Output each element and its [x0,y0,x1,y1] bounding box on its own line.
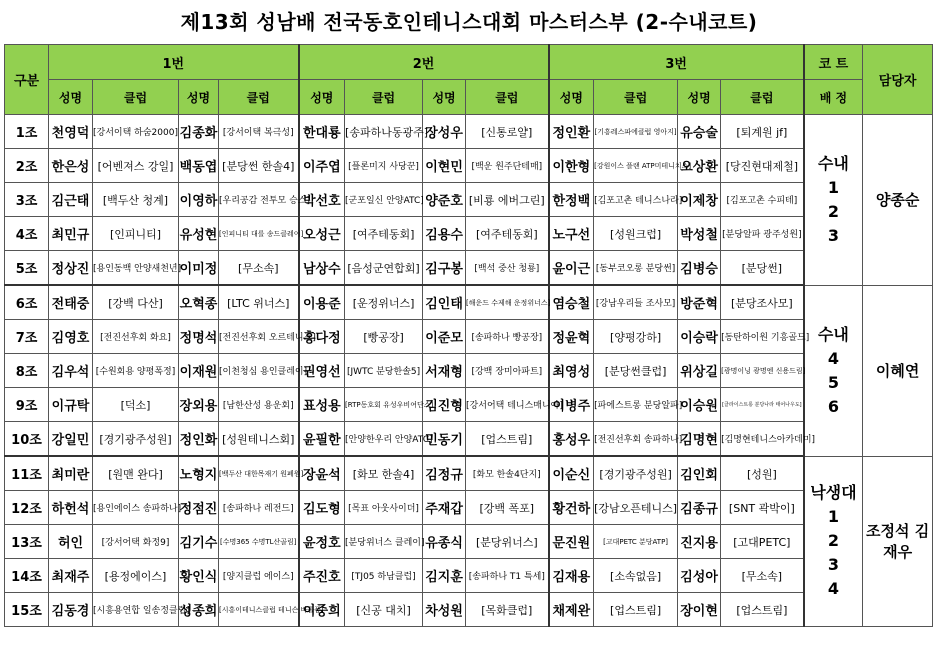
player-name: 서재형 [423,354,466,388]
court-number: 4 [827,348,839,368]
table-row [5,149,933,183]
player-name: 황인식 [179,559,219,593]
player-name: 정인환 [549,115,594,149]
player-club: [남한산성 용운회] [219,388,299,422]
player-club: [경기광주성원] [594,456,678,491]
player-name: 홍성우 [549,422,594,457]
player-name: 김구봉 [423,251,466,286]
player-name: 이순신 [549,456,594,491]
player-name: 오상환 [678,149,721,183]
player-club: [송파하나동광주] [345,115,423,149]
player-name: 천영덕 [49,115,93,149]
player-name: 김종화 [179,115,219,149]
player-name: 김재용 [549,559,594,593]
player-club: [김포고촌 수피테] [721,183,804,217]
player-name: 김성아 [678,559,721,593]
player-name: 주진호 [299,559,345,593]
group-label: 12조 [5,491,49,525]
player-club: [광명이닝 광명엔 신용드림] [721,354,804,388]
group-label: 15조 [5,593,49,627]
player-club: [강서이택 하숨2000] [93,115,179,149]
player-club: [원맨 완다] [93,456,179,491]
court-name: 수내 [817,153,849,173]
name-column-header: 성명 [179,80,219,115]
player-club: [군포일신 안양ATC] [345,183,423,217]
player-club: [전진선후회 송파하나] [594,422,678,457]
player-club: [수원회용 양평폭정] [93,354,179,388]
player-name: 이중희 [299,593,345,627]
player-club: [강백 폭포] [466,491,549,525]
table-row [5,183,933,217]
player-name: 정점진 [179,491,219,525]
player-club: [화모 한솔4] [345,456,423,491]
player-club: [백운 원주단테매] [466,149,549,183]
player-name: 노형지 [179,456,219,491]
player-name: 김병승 [678,251,721,286]
player-club: [이천청심 용인클레이] [219,354,299,388]
player-club: [분당썬 한솔4] [219,149,299,183]
group-header-3: 3번 [549,45,804,80]
player-name: 한대룡 [299,115,345,149]
player-club: [어벤져스 강일] [93,149,179,183]
player-name: 윤이근 [549,251,594,286]
court-number: 3 [827,225,839,245]
group-header-2: 2번 [299,45,549,80]
group-label: 11조 [5,456,49,491]
player-club: [성원] [721,456,804,491]
player-club: [전진선후회 화요] [93,320,179,354]
table-row [5,422,933,457]
player-name: 채제완 [549,593,594,627]
player-club: [성원크럽] [594,217,678,251]
player-club: [클라이스트롱 분당나라 태어나우도] [721,388,804,422]
player-name: 이미정 [179,251,219,286]
player-name: 정상진 [49,251,93,286]
player-name: 유종식 [423,525,466,559]
player-name: 이제창 [678,183,721,217]
group-label: 9조 [5,388,49,422]
club-column-header: 클럽 [594,80,678,115]
bracket-table [4,44,933,627]
player-name: 유승술 [678,115,721,149]
player-club: [백두산 청계] [93,183,179,217]
player-club: [백석 중산 청룡] [466,251,549,286]
player-club: [동탄하이원 기흥골드] [721,320,804,354]
player-name: 백동엽 [179,149,219,183]
player-club: [강남오픈테니스] [594,491,678,525]
group-label: 1조 [5,115,49,149]
player-club: [플론미지 사당꾼] [345,149,423,183]
group-label: 13조 [5,525,49,559]
player-name: 권영선 [299,354,345,388]
player-name: 최민규 [49,217,93,251]
player-name: 장윤석 [299,456,345,491]
player-name: 이승락 [678,320,721,354]
player-club: [소속없음] [594,559,678,593]
player-name: 차성원 [423,593,466,627]
player-name: 홍다정 [299,320,345,354]
player-club: [신공 대치] [345,593,423,627]
player-club: [빵공장] [345,320,423,354]
player-name: 방준혁 [678,285,721,320]
player-name: 윤정호 [299,525,345,559]
player-name: 한정백 [549,183,594,217]
player-club: [송파하나 레전드] [219,491,299,525]
table-row [5,456,933,491]
court-number: 3 [827,555,839,575]
player-name: 이현민 [423,149,466,183]
name-column-header: 성명 [549,80,594,115]
player-name: 김우석 [49,354,93,388]
player-club: [분당썬] [721,251,804,286]
court-assignment [804,456,863,627]
player-club: [고대PETC] [721,525,804,559]
player-club: [당진현대제철] [721,149,804,183]
player-name: 정명석 [179,320,219,354]
player-club: [시흥이테니스클럽 테니슨 바틀퐁] [219,593,299,627]
player-club: [파에스트롱 분당알파] [594,388,678,422]
player-name: 양준호 [423,183,466,217]
table-row [5,525,933,559]
player-name: 민동기 [423,422,466,457]
group-label: 5조 [5,251,49,286]
table-row [5,285,933,320]
player-name: 하헌석 [49,491,93,525]
player-name: 장외용 [179,388,219,422]
player-name: 김진형 [423,388,466,422]
player-club: [분당위너스] [466,525,549,559]
player-club: [성원테니스회] [219,422,299,457]
group-label: 2조 [5,149,49,183]
player-name: 김인태 [423,285,466,320]
court-header-top: 코 트 [804,45,863,80]
table-row [5,491,933,525]
player-name: 최재주 [49,559,93,593]
player-name: 허인 [49,525,93,559]
club-column-header: 클럽 [93,80,179,115]
player-club: [JWTC 분당한솔5] [345,354,423,388]
player-club: [용정에이스] [93,559,179,593]
group-label: 4조 [5,217,49,251]
player-name: 윤필한 [299,422,345,457]
manager-name: 이혜연 [863,285,933,456]
player-club: [동부코오롱 분당썬] [594,251,678,286]
player-name: 최영성 [549,354,594,388]
court-number: 2 [827,531,839,551]
table-row [5,354,933,388]
player-club: [운정위너스] [345,285,423,320]
player-club: [분당조사모] [721,285,804,320]
player-club: [안양한우리 안양ATC] [345,422,423,457]
player-name: 김용수 [423,217,466,251]
player-club: [RTP동호회 유성우비여단스] [345,388,423,422]
court-number: 1 [827,507,839,527]
player-name: 김지훈 [423,559,466,593]
player-name: 김정규 [423,456,466,491]
table-row [5,320,933,354]
club-column-header: 클럽 [721,80,804,115]
player-club: [분당썬클럽] [594,354,678,388]
player-club: [비룡 에버그린] [466,183,549,217]
player-club: [양지클럽 에이스] [219,559,299,593]
court-number: 2 [827,201,839,221]
player-name: 노구선 [549,217,594,251]
court-number: 5 [827,372,839,392]
manager-name: 양종순 [863,115,933,286]
gubun-header: 구분 [5,45,49,115]
court-assignment [804,115,863,286]
player-name: 김명현 [678,422,721,457]
player-club: [강백 다산] [93,285,179,320]
player-name: 이승원 [678,388,721,422]
player-club: [강서어택 화정9] [93,525,179,559]
player-club: [무소속] [219,251,299,286]
player-name: 최미란 [49,456,93,491]
player-name: 박선호 [299,183,345,217]
player-name: 김인회 [678,456,721,491]
player-name: 오성근 [299,217,345,251]
player-name: 이규탁 [49,388,93,422]
player-club: [화모 한솔4단지] [466,456,549,491]
player-club: [강원이스 플랜 ATP미테니치스] [594,149,678,183]
player-name: 이준모 [423,320,466,354]
name-column-header: 성명 [299,80,345,115]
court-number: 6 [827,396,839,416]
player-club: [분당알파 광주성원] [721,217,804,251]
player-name: 이재원 [179,354,219,388]
player-club: [목표 아웃사이더] [345,491,423,525]
player-name: 이용준 [299,285,345,320]
player-club: [분당위너스 클레이] [345,525,423,559]
player-name: 김도형 [299,491,345,525]
player-name: 이영하 [179,183,219,217]
name-column-header: 성명 [678,80,721,115]
name-column-header: 성명 [423,80,466,115]
group-label: 8조 [5,354,49,388]
page-title: 제13회 성남배 전국동호인테니스대회 마스터스부 (2-수내코트) [180,10,758,34]
player-name: 김기수 [179,525,219,559]
group-label: 10조 [5,422,49,457]
table-row [5,217,933,251]
group-label: 7조 [5,320,49,354]
player-name: 장성우 [423,115,466,149]
player-club: [용인에이스 송파하나] [93,491,179,525]
table-row [5,388,933,422]
club-column-header: 클럽 [345,80,423,115]
player-club: [여주테동회] [345,217,423,251]
player-club: [김명현테니스아카데미] [721,422,804,457]
player-club: [강백 장미아파트] [466,354,549,388]
player-club: [송파하나 T1 특세] [466,559,549,593]
table-row [5,251,933,286]
player-name: 위상길 [678,354,721,388]
player-club: [강서어택 테니스매니아] [466,388,549,422]
player-club: [강남우리들 조사모] [594,285,678,320]
player-name: 표성용 [299,388,345,422]
table-row [5,115,933,149]
player-name: 박성철 [678,217,721,251]
table-row [5,593,933,627]
player-name: 한은성 [49,149,93,183]
player-club: [김포고촌 테니스나라] [594,183,678,217]
player-club: [SNT 곽박이] [721,491,804,525]
name-column-header: 성명 [49,80,93,115]
player-club: [백두산 대한목재기 원폐원] [219,456,299,491]
player-name: 김동경 [49,593,93,627]
player-name: 진지용 [678,525,721,559]
player-club: [해운드 수제해 운정위너스] [466,285,549,320]
player-name: 김근태 [49,183,93,217]
player-name: 성종희 [179,593,219,627]
player-name: 장이현 [678,593,721,627]
player-club: [LTC 위너스] [219,285,299,320]
player-club: [음성군연합회] [345,251,423,286]
player-club: [TJ05 하남클럽] [345,559,423,593]
player-club: [시흥용연합 일송정클럽] [93,593,179,627]
player-club: [고대PETC 분당ATP] [594,525,678,559]
player-name: 오혁종 [179,285,219,320]
club-column-header: 클럽 [219,80,299,115]
player-club: [업스트림] [466,422,549,457]
player-club: [우리공감 전투모 승스] [219,183,299,217]
player-name: 주재갑 [423,491,466,525]
player-name: 황건하 [549,491,594,525]
player-name: 강일민 [49,422,93,457]
player-club: [양평강하] [594,320,678,354]
player-club: [송파하나 빵공장] [466,320,549,354]
player-club: [덕소] [93,388,179,422]
player-club: [신통로얄] [466,115,549,149]
player-name: 김영호 [49,320,93,354]
court-assignment [804,285,863,456]
player-name: 전태중 [49,285,93,320]
player-club: [업스트림] [594,593,678,627]
manager-name: 조정석 김재우 [863,456,933,627]
player-name: 염승철 [549,285,594,320]
player-name: 정인화 [179,422,219,457]
player-club: [기흥레스파에클럽 영아지] [594,115,678,149]
group-label: 6조 [5,285,49,320]
player-club: [퇴계원 jf] [721,115,804,149]
player-club: [인피니티 대를 송드클레이] [219,217,299,251]
player-club: [강서이택 복극성] [219,115,299,149]
player-club: [전진선후회 오르테니스] [219,320,299,354]
player-name: 남상수 [299,251,345,286]
player-name: 문진원 [549,525,594,559]
player-name: 유성현 [179,217,219,251]
court-name: 낙생대 [810,483,857,503]
group-header-1: 1번 [49,45,299,80]
player-name: 이주엽 [299,149,345,183]
manager-header: 담당자 [863,45,933,115]
player-name: 김종규 [678,491,721,525]
club-column-header: 클럽 [466,80,549,115]
player-club: [경기광주성원] [93,422,179,457]
court-header-bottom: 배 정 [804,80,863,115]
player-club: [여주테동회] [466,217,549,251]
player-club: [업스트림] [721,593,804,627]
player-name: 이한형 [549,149,594,183]
group-label: 3조 [5,183,49,217]
player-club: [인피니티] [93,217,179,251]
court-number: 4 [827,579,839,599]
player-club: [수명365 수명TL산골림] [219,525,299,559]
court-number: 1 [827,177,839,197]
player-club: [무소속] [721,559,804,593]
court-name: 수내 [817,324,849,344]
player-club: [목화클럽] [466,593,549,627]
group-label: 14조 [5,559,49,593]
table-row [5,559,933,593]
player-name: 정윤혁 [549,320,594,354]
player-name: 이병주 [549,388,594,422]
player-club: [용인동백 안양새천년] [93,251,179,286]
